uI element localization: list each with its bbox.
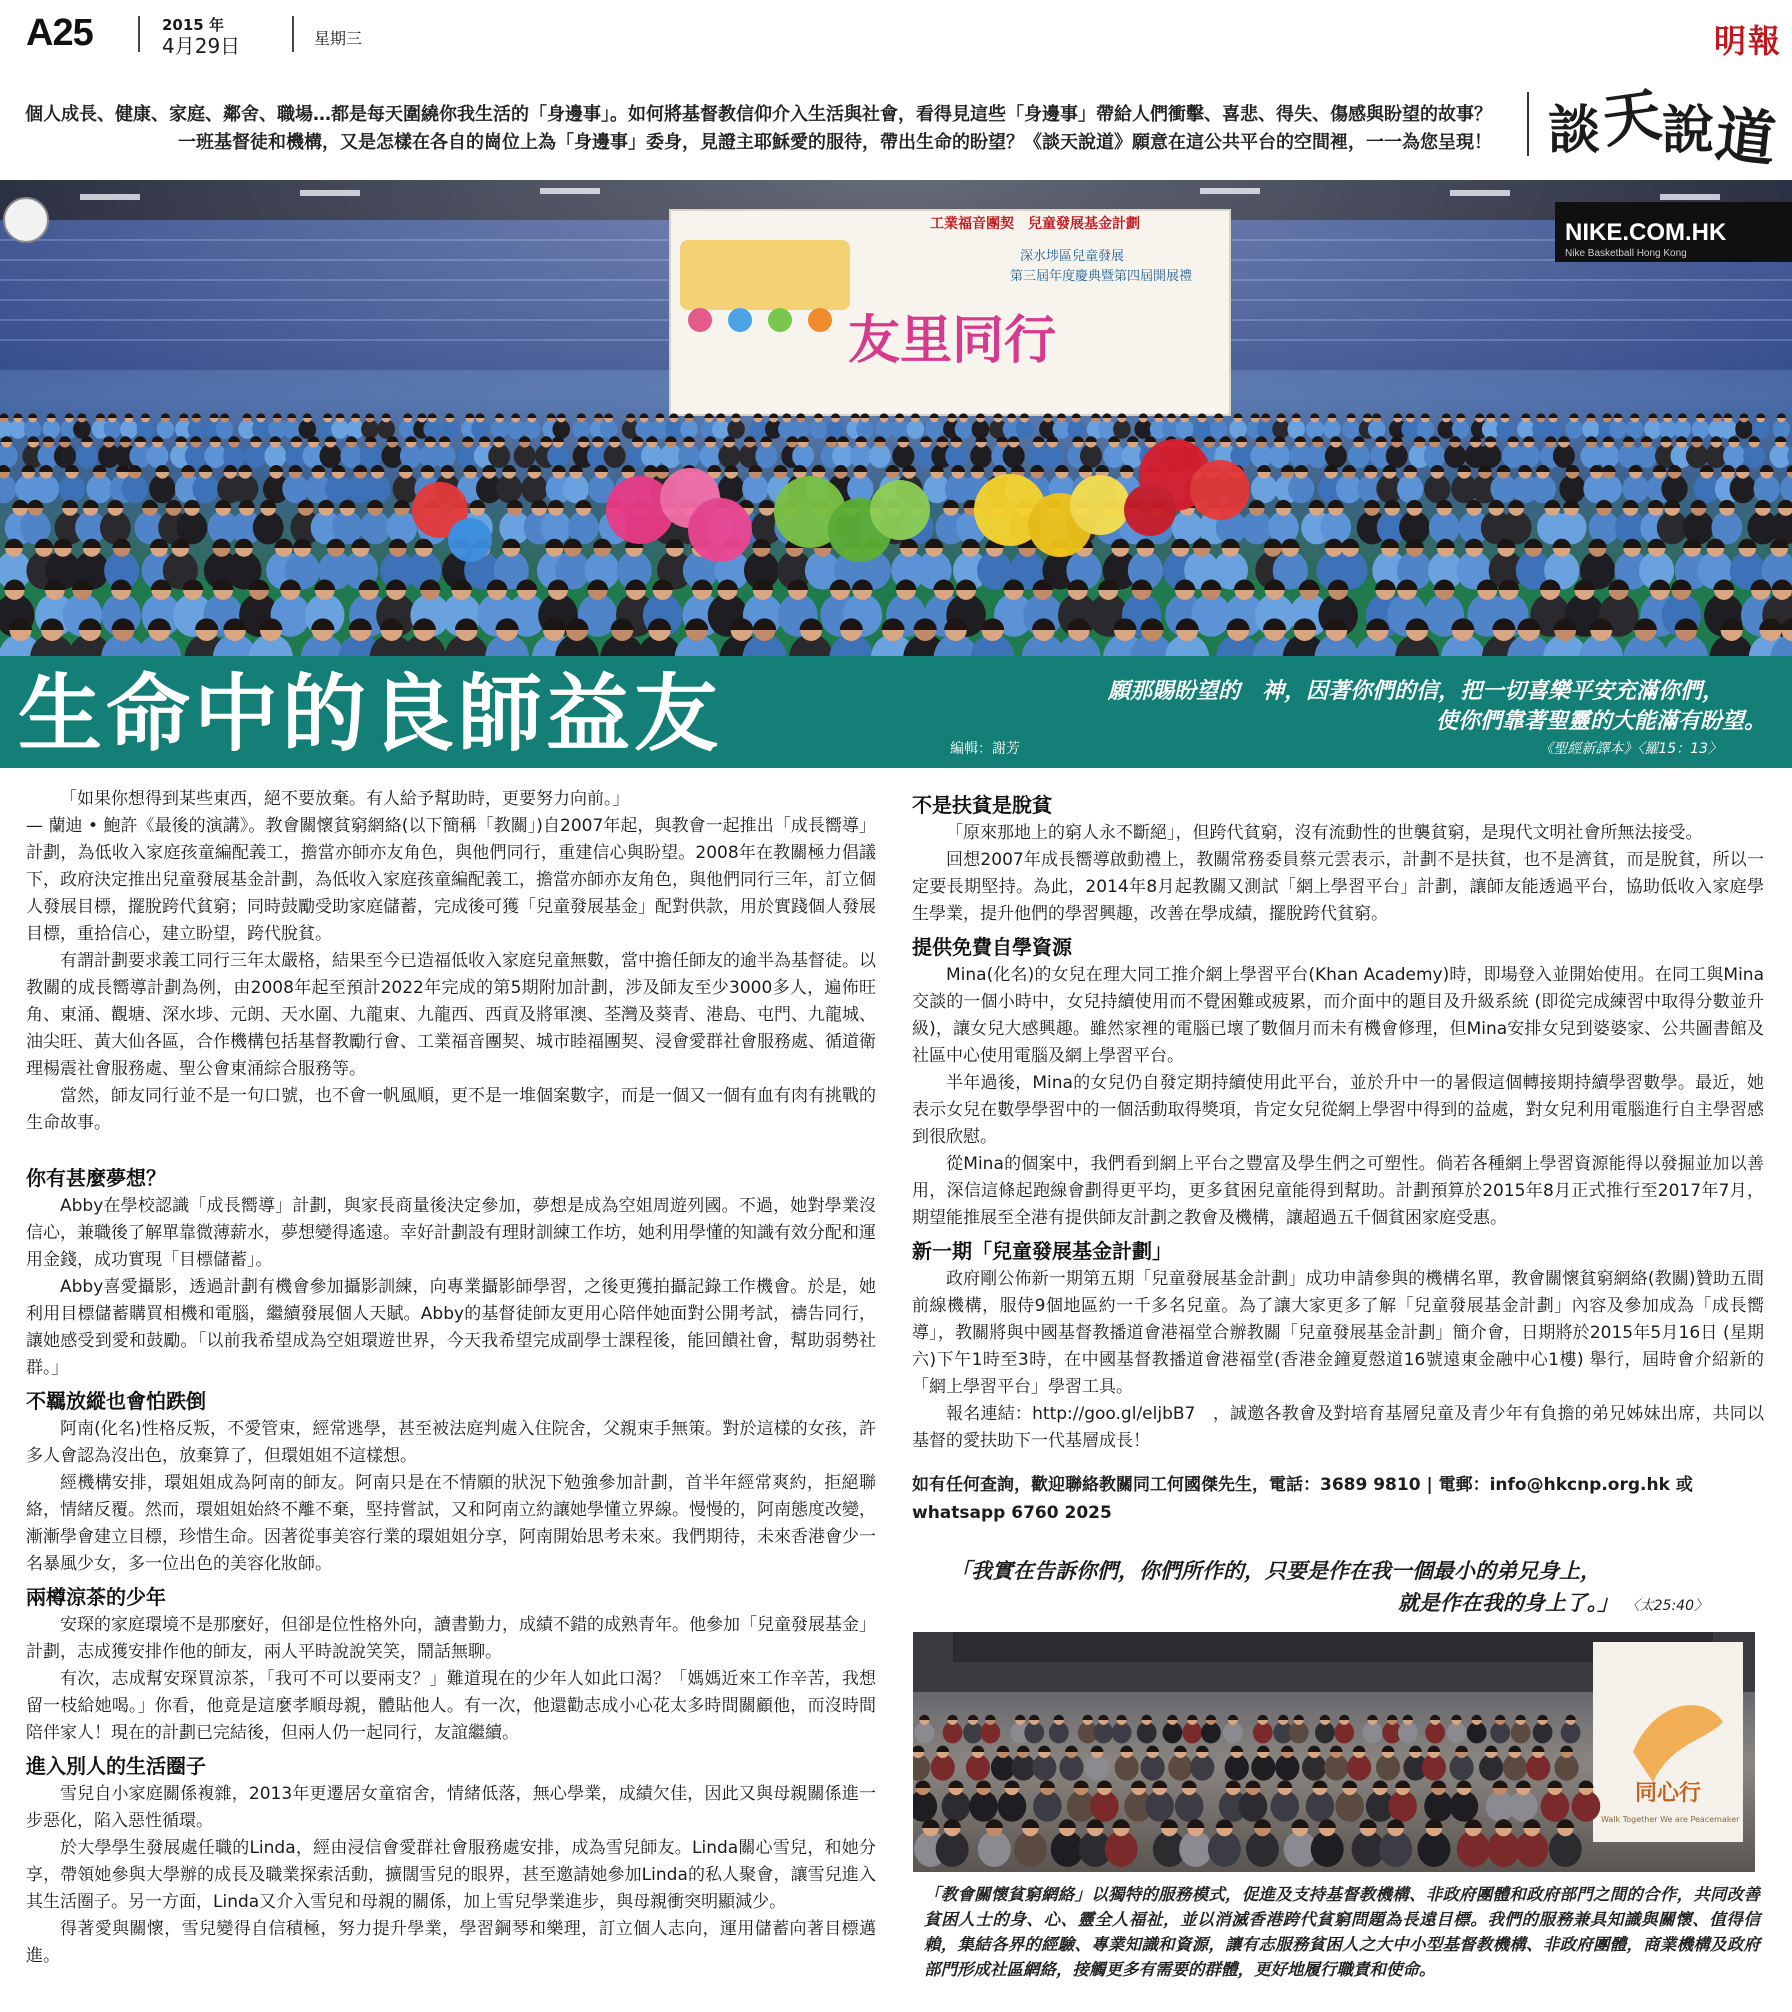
masthead-weekday: 星期三 — [314, 29, 363, 48]
second-photo-illustration — [913, 1632, 1755, 1872]
article-title: 生命中的良師益友 — [18, 664, 723, 763]
spacer — [26, 1137, 876, 1159]
section-heading: 兩樽涼茶的少年 — [26, 1585, 166, 1609]
paragraph: Mina(化名)的女兒在理大同工推介網上學習平台(Khan Academy)時，即場登入並開始使用。在同工與Mina交談的一個小時中，女兒持續使用而不覺困難或疲累，而介面中的題目及升級系統 (即從完成練習中取得分數並升級)，讓女兒大感興趣。雖然家裡的電腦已壞了數個月而未有機會修理，但Mina安排女兒到婆婆家、公共圖書館及社區中心使用電腦及網上學習平台。 — [912, 965, 1764, 1066]
section-heading: 你有甚麼夢想？ — [26, 1166, 166, 1190]
photo-caption: 「教會關懷貧窮網絡」以獨特的服務模式，促進及支持基督教機構、非政府團體和政府部門之間的合作，共同改善貧困人士的身、心、靈全人福祉，並以消滅香港跨代貧窮問題為長遠目標。我們的服務兼具知識與關懷、值得信賴，集結各界的經驗、專業知識和資源，讓有志服務貧困人之大中小型基督教機構、非政府團體，商業機構及政府部門形成社區網絡，接觸更多有需要的群體，更好地履行職責和使命。 — [924, 1885, 1760, 1979]
column-logo-char: 道 — [1712, 99, 1782, 177]
group-photo — [0, 180, 1792, 656]
right-column — [912, 786, 1764, 1622]
second-photo — [913, 1632, 1755, 1872]
paragraph: 經機構安排，環姐姐成為阿南的師友。阿南只是在不情願的狀況下勉強參加計劃，首半年經常爽約，拒絕聯絡，情緒反覆。然而，環姐姐始終不離不棄，堅持嘗試，又和阿南立約讓她學懂立界線。慢慢的，阿南態度改變，漸漸學會建立目標，珍惜生命。因著從事美容行業的環姐姐分享，阿南開始思考未來。我們期待，未來香港會少一名暴風少女，多一位出色的美容化妝師。 — [26, 1473, 876, 1574]
quote-reference: 〈太25:40〉 — [1625, 1598, 1708, 1614]
intro-line: 一班基督徒和機構，又是怎樣在各自的崗位上為「身邊事」委身，見證主耶穌愛的服待，帶出生命的盼望？《談天說道》願意在這公共平台的空間裡，一一為您呈現！ — [178, 132, 1492, 153]
section-heading: 新一期「兒童發展基金計劃」 — [912, 1239, 1172, 1263]
paragraph: 當然，師友同行並不是一句口號，也不會一帆風順，更不是一堆個案數字，而是一個又一個有血有肉有挑戰的生命故事。 — [26, 1086, 876, 1133]
column-logo — [1548, 80, 1782, 177]
intro-divider — [1527, 92, 1529, 156]
paragraph: Abby喜愛攝影，透過計劃有機會參加攝影訓練，向專業攝影師學習，之後更獲拍攝記錄工作機會。於是，她利用目標儲蓄購買相機和電腦，繼續發展個人天賦。Abby的基督徒師友更用心陪伴她面對公開考試，禱告同行，讓她感受到愛和鼓勵。「以前我希望成為空姐環遊世界，今天我希望完成副學士課程後，能回饋社會，幫助弱勢社群。」 — [26, 1277, 876, 1378]
banner-top-text: 工業福音團契 兒童發展基金計劃 — [930, 216, 1140, 232]
scripture-reference: 《聖經新譯本》〈羅15：13〉 — [1539, 741, 1722, 757]
masthead-divider — [138, 16, 140, 52]
column-logo-char: 談 — [1548, 100, 1603, 161]
paragraph: 安琛的家庭環境不是那麼好，但卻是位性格外向，讀書勤力，成績不錯的成熟青年。他參加「兒童發展基金」計劃，志成獲安排作他的師友，兩人平時說說笑笑，鬧話無聊。 — [26, 1615, 876, 1662]
title-band — [0, 656, 1792, 768]
contact-info: 如有任何查詢，歡迎聯絡教關同工何國傑先生，電話：3689 9810 | 電郵：info@hkcnp.org.hk 或 whatsapp 6760 2025 — [912, 1475, 1693, 1523]
section-heading: 進入別人的生活圈子 — [26, 1754, 206, 1778]
photo2-banner-text: 同心行 — [1635, 1781, 1702, 1806]
scripture-verse: 願那賜盼望的 神，因著你們的信，把一切喜樂平安充滿你們， — [1107, 679, 1724, 704]
paragraph: 回想2007年成長嚮導啟動禮上，教關常務委員蔡元雲表示，計劃不是扶貧，也不是濟貧，而是脫貧，所以一定要長期堅持。為此，2014年8月起教關又測試「網上學習平台」計劃，讓師友能透過平台，協助低收入家庭學生學業，提升他們的學習興趣，改善在學成績，擺脫跨代貧窮。 — [912, 850, 1764, 924]
masthead — [0, 0, 1792, 62]
left-column — [26, 786, 876, 1970]
paragraph: 「如果你想得到某些東西，絕不要放棄。有人給予幫助時，更要努力向前。」 — [60, 789, 630, 809]
paragraph: 有謂計劃要求義工同行三年太嚴格，結果至今已造福低收入家庭兒童無數，當中擔任師友的逾半為基督徒。以教關的成長嚮導計劃為例，由2008年起至預計2022年完成的第5期附加計劃，涉及師友至少3000多人，遍佈旺角、東涌、觀塘、深水埗、元朗、天水圍、九龍東、九龍西、西貢及將軍澳、荃灣及葵青、港島、屯門、九龍城、油尖旺、黃大仙各區，合作機構包括基督教勵行會、工業福音團契、城市睦福團契、浸會愛群社會服務處、循道衛理楊震社會服務處、聖公會東涌綜合服務等。 — [26, 951, 876, 1079]
paragraph: 政府剛公佈新一期第五期「兒童發展基金計劃」成功申請參與的機構名單，教會關懷貧窮網絡(教關)贊助五間前線機構，服侍9個地區約一千多名兒童。為了讓大家更多了解「兒童發展基金計劃」內容及參加成為「成長嚮導」，教關將與中國基督教播道會港福堂合辦教關「兒童發展基金計劃」簡介會，日期將於2015年5月16日 (星期六)下午1時至3時，在中國基督教播道會港福堂(香港金鐘夏慤道16號遠東金融中心1樓) 舉行，屆時會介紹新的「網上學習平台」學習工具。 — [912, 1269, 1764, 1397]
paragraph: 有次，志成幫安琛買涼茶，「我可不可以要兩支？」難道現在的少年人如此口渴？「媽媽近來工作辛苦，我想留一枝給她喝。」你看，他竟是這麼孝順母親，體貼他人。有一次，他還勸志成小心花太多時間關顧他，而沒時間陪伴家人！現在的計劃已完結後，但兩人仍一起同行，友誼繼續。 — [26, 1669, 876, 1743]
banner-title: 友里同行 — [848, 311, 1057, 371]
column-logo-char: 天 — [1598, 80, 1668, 156]
photo2-banner-sub: Walk Together We are Peacemaker — [1601, 1815, 1740, 1824]
section-heading: 不羈放縱也會怕跌倒 — [26, 1389, 206, 1413]
masthead-date: 4月29日 — [162, 34, 241, 58]
paragraph: — 蘭迪 • 鮑許《最後的演講》。教會關懷貧窮網絡(以下簡稱「教關」)自2007年起，與教會一起推出「成長嚮導」計劃，為低收入家庭孩童編配義工，擔當亦師亦友角色，與他們同行，重建信心與盼望。2008年在教關極力倡議下，政府決定推出兒童發展基金計劃，為低收入家庭孩童編配義工，擔當亦師亦友角色，與他們同行三年，訂立個人發展目標，擺脫跨代貧窮；同時鼓勵受助家庭儲蓄，完成後可獲「兒童發展基金」配對供款，用於實踐個人發展目標，重拾信心，建立盼望，跨代脫貧。 — [26, 816, 876, 944]
quote-line: 就是作在我的身上了。」 — [1397, 1591, 1619, 1615]
paragraph: 從Mina的個案中，我們看到網上平台之豐富及學生們之可塑性。倘若各種網上學習資源能得以發掘並加以善用，深信這條起跑線會劃得更平均，更多貧困兒童能得到幫助。計劃預算於2015年8月正式推行至2017年7月，期望能推展至全港有提供師友計劃之教會及機構，讓超過五千個貧困家庭受惠。 — [912, 1154, 1764, 1228]
paragraph: 半年過後，Mina的女兒仍自發定期持續使用此平台，並於升中一的暑假這個轉接期持續學習數學。最近，她表示女兒在數學學習中的一個活動取得獎項，肯定女兒從網上學習中得到的益處，對女兒利用電腦進行自主學習感到很欣慰。 — [912, 1073, 1764, 1147]
scripture-quote — [912, 1555, 1764, 1622]
section-heading: 提供免費自學資源 — [912, 935, 1072, 959]
column-logo-char: 說 — [1662, 100, 1717, 161]
paragraph: 得著愛與關懷，雪兒變得自信積極，努力提升學業，學習鋼琴和樂理，訂立個人志向，運用儲蓄向著目標邁進。 — [26, 1919, 876, 1966]
masthead-divider — [292, 16, 294, 52]
nike-sign-sub: Nike Basketball Hong Kong — [1565, 248, 1687, 259]
newspaper-logo: 明報 — [1713, 22, 1782, 60]
registration-link-paragraph: 報名連結：http://goo.gl/eljbB7 ，誠邀各教會及對培育基層兒童及青少年有負擔的弟兄姊妹出席，共同以基督的愛扶助下一代基層成長！ — [912, 1404, 1764, 1451]
paragraph: 於大學學生發展處任職的Linda，經由浸信會愛群社會服務處安排，成為雪兒師友。Linda關心雪兒，和她分享，帶領她參與大學辦的成長及職業探索活動，擴闊雪兒的眼界，甚至邀請她參加Linda的私人聚會，讓雪兒進入其生活圈子。另一方面，Linda又介入雪兒和母親的關係，加上雪兒學業進步，與母親衝突明顯減少。 — [26, 1838, 876, 1912]
paragraph: Abby在學校認識「成長嚮導」計劃，與家長商量後決定參加，夢想是成為空姐周遊列國。不過，她對學業沒信心，兼職後了解單靠微薄薪水，夢想變得遙遠。幸好計劃設有理財訓練工作坊，她利用學懂的知識有效分配和運用金錢，成功實現「目標儲蓄」。 — [26, 1196, 876, 1270]
scripture-verse: 使你們靠著聖靈的大能滿有盼望。 — [1435, 709, 1766, 734]
intro-line: 個人成長、健康、家庭、鄰舍、職場…都是每天圍繞你我生活的「身邊事」。如何將基督教信仰介入生活與社會，看得見這些「身邊事」帶給人們衝擊、喜悲、得失、傷感與盼望的故事？ — [25, 104, 1492, 125]
quote-line: 「我實在告訴你們，你們所作的，只要是作在我一個最小的弟兄身上， — [950, 1559, 1601, 1583]
page-number: A25 — [26, 12, 93, 54]
banner-subtitle: 深水埗區兒童發展 — [1020, 249, 1125, 264]
group-photo-illustration — [0, 180, 1792, 656]
editor-credit: 編輯：謝芳 — [950, 741, 1020, 757]
masthead-year: 2015 年 — [162, 16, 224, 34]
paragraph: 「原來那地上的窮人永不斷絕」，但跨代貧窮，沒有流動性的世襲貧窮，是現代文明社會所無法接受。 — [946, 823, 1703, 843]
banner-subtitle: 第三屆年度慶典暨第四屆開展禮 — [1010, 269, 1193, 284]
nike-sign: NIKE.COM.HK — [1565, 219, 1727, 246]
column-intro — [0, 62, 1792, 180]
paragraph: 雪兒自小家庭關係複雜，2013年更遷居女童宿舍，情緒低落，無心學業，成績欠佳，因此又與母親關係進一步惡化，陷入惡性循環。 — [26, 1784, 876, 1831]
section-heading: 不是扶貧是脫貧 — [912, 793, 1052, 817]
paragraph: 阿南(化名)性格反叛，不愛管束，經常逃學，甚至被法庭判處入住院舍，父親束手無策。對於這樣的女孩，許多人會認為沒出色，放棄算了，但環姐姐不這樣想。 — [26, 1419, 876, 1466]
